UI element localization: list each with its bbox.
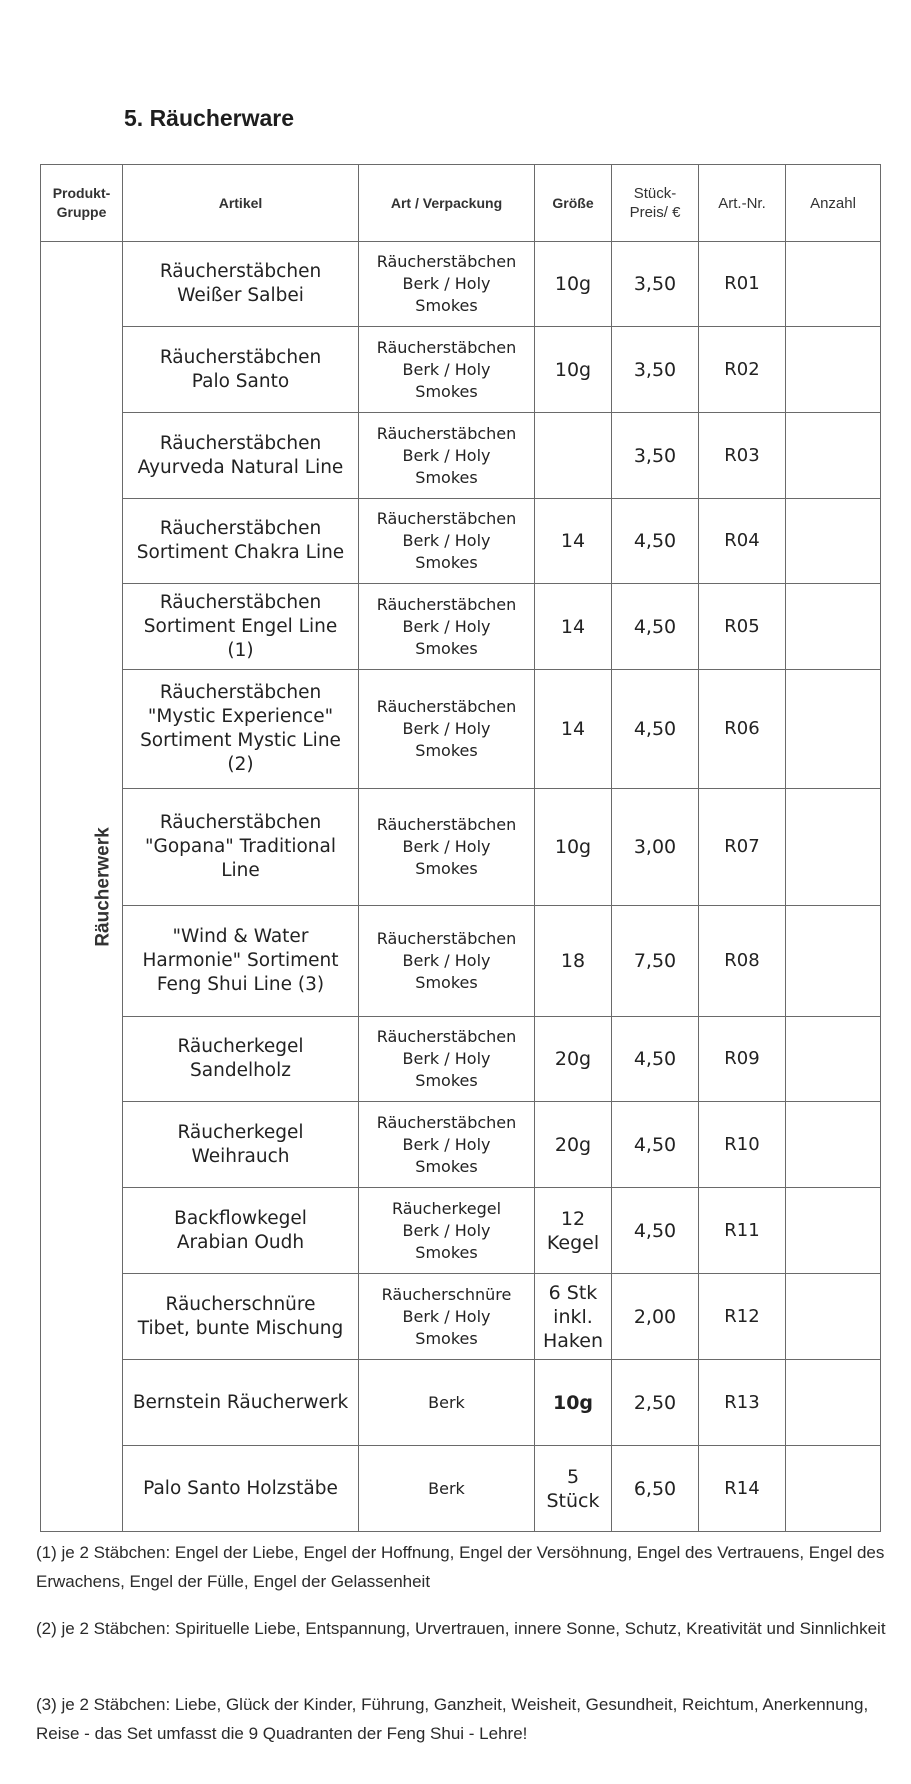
- price-cell: 3,50: [612, 327, 699, 413]
- artnr-cell: R03: [699, 413, 786, 499]
- table-row: [41, 327, 881, 413]
- price-cell: 3,50: [612, 242, 699, 327]
- quantity-cell[interactable]: [786, 1017, 881, 1102]
- packaging-cell: Berk: [359, 1360, 535, 1446]
- price-cell: 4,50: [612, 1017, 699, 1102]
- table-row: [41, 789, 881, 906]
- article-cell: Räucherkegel Sandelholz: [123, 1017, 359, 1102]
- quantity-cell[interactable]: [786, 670, 881, 789]
- table-row: [41, 906, 881, 1017]
- size-cell: 20g: [535, 1017, 612, 1102]
- quantity-cell[interactable]: [786, 584, 881, 670]
- packaging-cell: Räucherstäbchen Berk / Holy Smokes: [359, 789, 535, 906]
- article-cell: Räucherstäbchen "Mystic Experience" Sortiment Mystic Line (2): [123, 670, 359, 789]
- table-row: [41, 413, 881, 499]
- footnote-1: (1) je 2 Stäbchen: Engel der Liebe, Engel der Hoffnung, Engel der Versöhnung, Engel des Vertrauens, Engel des Erwachens, Engel der Fülle, Engel der Gelassenheit: [36, 1543, 885, 1591]
- quantity-cell[interactable]: [786, 242, 881, 327]
- header-quantity-text: Anzahl: [810, 194, 856, 212]
- size-cell: 12 Kegel: [535, 1188, 612, 1274]
- quantity-cell[interactable]: [786, 1274, 881, 1360]
- packaging-cell: Berk: [359, 1446, 535, 1532]
- header-size-text: Größe: [552, 194, 594, 211]
- price-cell: 7,50: [612, 906, 699, 1017]
- price-cell: 3,00: [612, 789, 699, 906]
- packaging-cell: Räucherstäbchen Berk / Holy Smokes: [359, 1017, 535, 1102]
- artnr-cell: R02: [699, 327, 786, 413]
- header-product-group-text: Produkt- Gruppe: [52, 185, 111, 220]
- artnr-cell: R08: [699, 906, 786, 1017]
- article-cell: Räucherstäbchen "Gopana" Traditional Line: [123, 789, 359, 906]
- header-article: [123, 165, 359, 242]
- artnr-cell: R01: [699, 242, 786, 327]
- article-cell: Räucherstäbchen Palo Santo: [123, 327, 359, 413]
- size-cell: 14: [535, 670, 612, 789]
- size-cell: 14: [535, 499, 612, 584]
- table-row: [41, 499, 881, 584]
- table-row: [41, 1274, 881, 1360]
- header-product-group: [41, 165, 123, 242]
- size-cell: 10g: [535, 327, 612, 413]
- packaging-cell: Räucherkegel Berk / Holy Smokes: [359, 1188, 535, 1274]
- packaging-cell: Räucherstäbchen Berk / Holy Smokes: [359, 327, 535, 413]
- packaging-cell: Räucherschnüre Berk / Holy Smokes: [359, 1274, 535, 1360]
- section-title: 5. Räucherware: [124, 105, 295, 131]
- artnr-cell: R14: [699, 1446, 786, 1532]
- size-cell: 20g: [535, 1102, 612, 1188]
- article-cell: Räucherstäbchen Weißer Salbei: [123, 242, 359, 327]
- packaging-cell: Räucherstäbchen Berk / Holy Smokes: [359, 906, 535, 1017]
- artnr-cell: R10: [699, 1102, 786, 1188]
- packaging-cell: Räucherstäbchen Berk / Holy Smokes: [359, 413, 535, 499]
- header-article-text: Artikel: [218, 194, 263, 211]
- header-quantity: [786, 165, 881, 242]
- quantity-cell[interactable]: [786, 499, 881, 584]
- article-cell: Räucherstäbchen Ayurveda Natural Line: [123, 413, 359, 499]
- price-cell: 2,00: [612, 1274, 699, 1360]
- price-cell: 4,50: [612, 1102, 699, 1188]
- footnote-2: (2) je 2 Stäbchen: Spirituelle Liebe, Entspannung, Urvertrauen, innere Sonne, Schutz, Kreativität und Sinnlichkeit: [36, 1619, 886, 1638]
- price-cell: 3,50: [612, 413, 699, 499]
- price-cell: 4,50: [612, 670, 699, 789]
- quantity-cell[interactable]: [786, 1188, 881, 1274]
- artnr-cell: R12: [699, 1274, 786, 1360]
- price-cell: 4,50: [612, 1188, 699, 1274]
- table-row: [41, 1188, 881, 1274]
- table-row: [41, 1360, 881, 1446]
- article-cell: Backflowkegel Arabian Oudh: [123, 1188, 359, 1274]
- quantity-cell[interactable]: [786, 327, 881, 413]
- packaging-cell: Räucherstäbchen Berk / Holy Smokes: [359, 584, 535, 670]
- quantity-cell[interactable]: [786, 789, 881, 906]
- table-row: [41, 584, 881, 670]
- article-cell: Räucherschnüre Tibet, bunte Mischung: [123, 1274, 359, 1360]
- quantity-cell[interactable]: [786, 413, 881, 499]
- artnr-cell: R07: [699, 789, 786, 906]
- article-cell: Palo Santo Holzstäbe: [123, 1446, 359, 1532]
- packaging-cell: Räucherstäbchen Berk / Holy Smokes: [359, 242, 535, 327]
- table-row: [41, 242, 881, 327]
- quantity-cell[interactable]: [786, 1446, 881, 1532]
- size-cell: [535, 413, 612, 499]
- artnr-cell: R11: [699, 1188, 786, 1274]
- product-table: [40, 164, 881, 1532]
- size-cell: 10g: [535, 789, 612, 906]
- footnote-3: (3) je 2 Stäbchen: Liebe, Glück der Kinder, Führung, Ganzheit, Weisheit, Gesundheit, Reichtum, Anerkennung, Reise - das Set umfasst die 9 Quadranten der Feng Shui - Lehre!: [36, 1695, 869, 1743]
- article-cell: Räucherstäbchen Sortiment Chakra Line: [123, 499, 359, 584]
- price-cell: 4,50: [612, 584, 699, 670]
- header-artnr: [699, 165, 786, 242]
- header-price: [612, 165, 699, 242]
- table-row: [41, 1102, 881, 1188]
- price-cell: 4,50: [612, 499, 699, 584]
- header-artnr-text: Art.-Nr.: [718, 194, 766, 212]
- artnr-cell: R13: [699, 1360, 786, 1446]
- packaging-cell: Räucherstäbchen Berk / Holy Smokes: [359, 1102, 535, 1188]
- table-row: [41, 1017, 881, 1102]
- artnr-cell: R04: [699, 499, 786, 584]
- quantity-cell[interactable]: [786, 1360, 881, 1446]
- price-cell: 2,50: [612, 1360, 699, 1446]
- artnr-cell: R09: [699, 1017, 786, 1102]
- size-cell: 10g: [535, 1360, 612, 1446]
- header-packaging-text: Art / Verpackung: [390, 194, 503, 211]
- packaging-cell: Räucherstäbchen Berk / Holy Smokes: [359, 670, 535, 789]
- size-cell: 10g: [535, 242, 612, 327]
- article-cell: Räucherkegel Weihrauch: [123, 1102, 359, 1188]
- header-size: [535, 165, 612, 242]
- article-cell: Bernstein Räucherwerk: [123, 1360, 359, 1446]
- quantity-cell[interactable]: [786, 906, 881, 1017]
- table-body: [41, 242, 881, 1532]
- header-packaging: [359, 165, 535, 242]
- artnr-cell: R05: [699, 584, 786, 670]
- header-price-text: Stück- Preis/ €: [629, 185, 681, 221]
- article-cell: Räucherstäbchen Sortiment Engel Line (1): [123, 584, 359, 670]
- quantity-cell[interactable]: [786, 1102, 881, 1188]
- size-cell: 14: [535, 584, 612, 670]
- article-cell: "Wind & Water Harmonie" Sortiment Feng Shui Line (3): [123, 906, 359, 1017]
- product-group-label: Räucherwerk: [92, 826, 114, 947]
- packaging-cell: Räucherstäbchen Berk / Holy Smokes: [359, 499, 535, 584]
- product-group-cell: [41, 242, 123, 1532]
- table-row: [41, 1446, 881, 1532]
- artnr-cell: R06: [699, 670, 786, 789]
- size-cell: 5 Stück: [535, 1446, 612, 1532]
- table-header-row: [41, 165, 881, 242]
- table-row: [41, 670, 881, 789]
- size-cell: 18: [535, 906, 612, 1017]
- size-cell: 6 Stk inkl. Haken: [535, 1274, 612, 1360]
- price-cell: 6,50: [612, 1446, 699, 1532]
